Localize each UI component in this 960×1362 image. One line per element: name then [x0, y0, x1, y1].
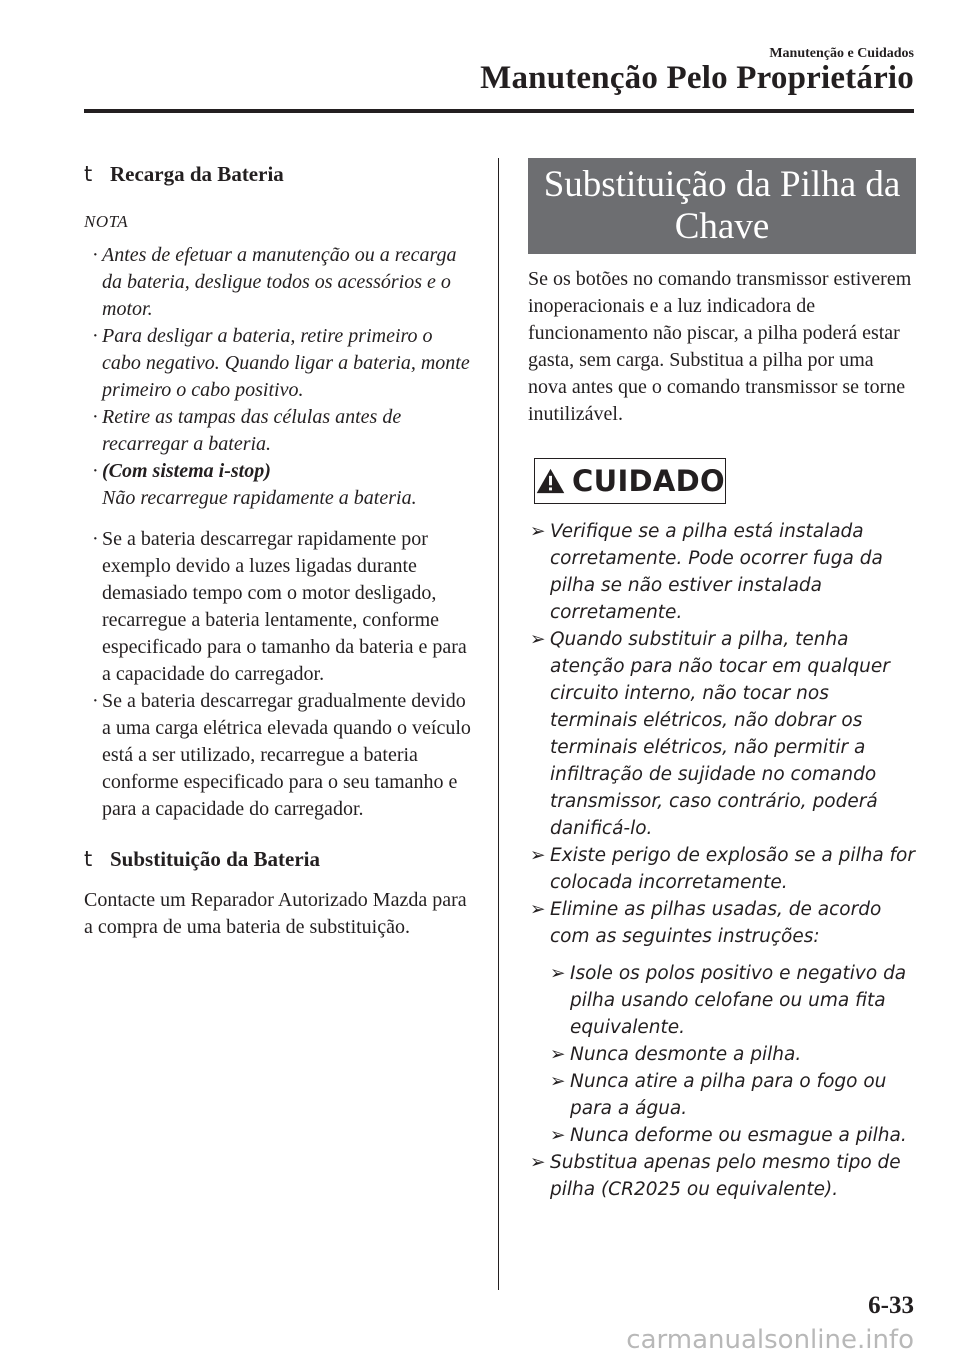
- disposal-item: ➢ Nunca deforme ou esmague a pilha.: [570, 1122, 916, 1149]
- arrow-right-icon: ➢: [530, 521, 546, 542]
- body-paragraph: Contacte um Reparador Autorizado Mazda para a compra de uma bateria de substituição.: [84, 889, 467, 938]
- arrow-right-icon: ➢: [530, 629, 546, 650]
- note-label: NOTA: [84, 212, 129, 231]
- note-item: · Antes de efetuar a manutenção ou a recarga da bateria, desligue todos os acessórios e o motor.: [92, 244, 457, 320]
- subsection-title: Recarga da Bateria: [110, 162, 284, 186]
- right-column: [528, 158, 916, 1203]
- header-section-label: Manutenção e Cuidados: [769, 46, 914, 61]
- caution-item: ➢ Verifique se a pilha está instalada corretamente. Pode ocorrer fuga da pilha se não estiver instalada corretamente.: [550, 518, 916, 626]
- caution-item: ➢ Existe perigo de explosão se a pilha for colocada incorretamente.: [550, 842, 916, 896]
- arrow-right-icon: ➢: [550, 1125, 566, 1146]
- page-title: Manutenção Pelo Proprietário: [480, 60, 914, 96]
- disposal-item: ➢ Isole os polos positivo e negativo da pilha usando celofane ou uma fita equivalente.: [570, 960, 916, 1041]
- subsection-heading-recarga: [84, 158, 476, 190]
- disposal-item: ➢ Nunca atire a pilha para o fogo ou para a água.: [570, 1068, 916, 1122]
- left-column: [84, 158, 476, 941]
- caution-label: CUIDADO: [572, 464, 725, 498]
- bullet-item: · Se a bateria descarregar gradualmente devido a uma carga elétrica elevada quando o veículo está a ser utilizado, recarregue a bateria conforme especificado para o seu tamanho e para a capacidade do carregador.: [92, 690, 471, 820]
- arrow-right-icon: ➢: [530, 845, 546, 866]
- intro-paragraph: Se os botões no comando transmissor estiverem inoperacionais e a luz indicadora de funcionamento não piscar, a pilha poderá estar gasta, sem carga. Substitua a pilha por uma nova antes que o comando transmissor se torne inutilizável.: [528, 268, 912, 425]
- column-divider: [498, 158, 499, 1290]
- watermark: carmanualsonline.info: [626, 1325, 914, 1355]
- note-item: · (Com sistema i-stop) Não recarregue rapidamente a bateria.: [92, 460, 417, 509]
- subsection-title: Substituição da Bateria: [110, 847, 321, 871]
- subsection-marker-icon: t: [84, 847, 93, 871]
- arrow-right-icon: ➢: [550, 1044, 566, 1065]
- subsection-heading-substituicao: [84, 843, 476, 875]
- note-item: · Para desligar a bateria, retire primeiro o cabo negativo. Quando ligar a bateria, monte primeiro o cabo positivo.: [92, 325, 470, 401]
- subsection-marker-icon: t: [84, 162, 93, 186]
- caution-box: [534, 458, 726, 504]
- arrow-right-icon: ➢: [550, 963, 566, 984]
- header-rule: [84, 109, 914, 113]
- disposal-item: ➢ Nunca desmonte a pilha.: [570, 1041, 916, 1068]
- disposal-sublist: [550, 960, 916, 1149]
- note-strong: (Com sistema i-stop): [102, 460, 271, 482]
- note-item: · Retire as tampas das células antes de recarregar a bateria.: [92, 406, 402, 455]
- caution-item: ➢ Quando substituir a pilha, tenha atenção para não tocar em qualquer circuito interno, não tocar nos terminais elétricos, não dobrar os terminais elétricos, não permitir a infiltração de sujidade no comando transmissor, caso contrário, poderá danificá-lo.: [550, 626, 916, 842]
- caution-list: [528, 518, 916, 1203]
- note-list: [84, 242, 476, 512]
- page-number: 6-33: [868, 1292, 914, 1319]
- bullet-list: [84, 526, 476, 823]
- arrow-right-icon: ➢: [530, 1152, 546, 1173]
- warning-triangle-icon: [535, 465, 566, 497]
- section-banner: Substituição da Pilha da Chave: [528, 158, 916, 254]
- arrow-right-icon: ➢: [550, 1071, 566, 1092]
- bullet-item: · Se a bateria descarregar rapidamente por exemplo devido a luzes ligadas durante demasiado tempo com o motor desligado, recarregue a bateria lentamente, conforme especificado para o tamanho da bateria e para a capacidade do carregador.: [92, 528, 467, 685]
- arrow-right-icon: ➢: [530, 899, 546, 920]
- caution-item: ➢ Substitua apenas pelo mesmo tipo de pilha (CR2025 ou equivalente).: [550, 1149, 916, 1203]
- caution-item: ➢ Elimine as pilhas usadas, de acordo com as seguintes instruções: ➢ Isole os polos positivo e negativo da pilha usando celofane ou uma fita equivalente. ➢ Nunca desmonte a pilha. ➢ Nunca atire a pilha para o fogo ou para a água. ➢ Nunca deforme ou esmague a pilha.: [550, 896, 916, 1149]
